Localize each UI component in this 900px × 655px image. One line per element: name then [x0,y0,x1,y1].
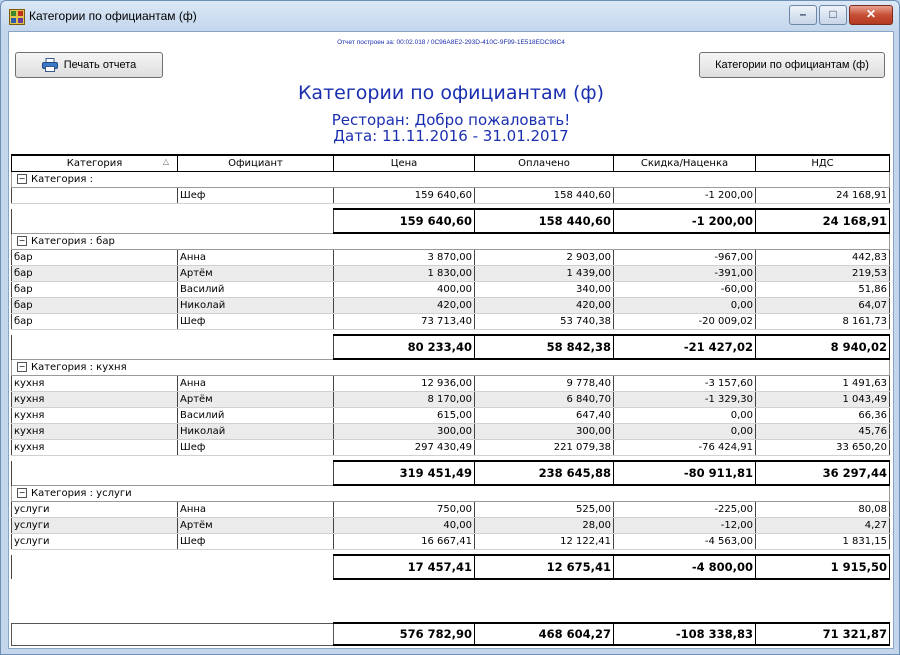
table-row[interactable] [12,408,890,424]
grand-total-row [11,622,890,646]
table-row[interactable] [12,502,890,518]
vat-cell: 442,83 [756,250,890,266]
waiter-cell: Василий [178,408,334,424]
vat-cell: 45,76 [756,424,890,440]
waiter-cell: Анна [178,250,334,266]
price-cell: 300,00 [334,424,475,440]
price-cell: 16 667,41 [334,534,475,550]
column-header-vat[interactable]: НДС [756,155,890,172]
waiter-cell: Шеф [178,314,334,330]
vat-cell: 24 168,91 [756,188,890,204]
category-cell: кухня [12,440,178,456]
category-report-label: Категории по официантам (ф) [715,59,869,71]
group-header [12,485,890,502]
paid-cell: 300,00 [475,424,614,440]
discount-cell: -391,00 [614,266,756,282]
waiter-cell: Николай [178,424,334,440]
discount-cell: -3 157,60 [614,376,756,392]
print-report-button[interactable] [15,52,163,78]
grand-total-price: 576 782,90 [334,623,475,645]
price-cell: 750,00 [334,502,475,518]
category-report-button[interactable] [699,52,885,78]
subtotal-paid-cell: 238 645,88 [475,461,614,485]
minimize-icon: – [799,7,807,21]
price-cell: 615,00 [334,408,475,424]
group-header-label: Категория : кухня [31,362,127,373]
price-cell: 400,00 [334,282,475,298]
category-cell: бар [12,298,178,314]
window-title: Категории по официантам (ф) [29,9,197,23]
price-cell: 12 936,00 [334,376,475,392]
price-cell: 3 870,00 [334,250,475,266]
vat-cell: 51,86 [756,282,890,298]
paid-cell: 6 840,70 [475,392,614,408]
discount-cell: -20 009,02 [614,314,756,330]
subtotal-discount-cell: -4 800,00 [614,555,756,579]
group-header [12,172,890,188]
group-header-row[interactable] [12,233,890,250]
collapse-icon[interactable]: − [18,488,26,497]
grand-total-spacer [12,623,334,645]
close-button[interactable] [849,5,893,25]
waiter-cell: Шеф [178,534,334,550]
discount-cell: -1 329,30 [614,392,756,408]
title-bar[interactable] [1,1,899,32]
report-area [8,31,894,649]
vat-cell: 80,08 [756,502,890,518]
subtotal-price-cell: 17 457,41 [334,555,475,579]
subtotal-spacer [12,209,334,233]
category-cell: кухня [12,424,178,440]
paid-cell: 221 079,38 [475,440,614,456]
minimize-button[interactable] [789,5,817,25]
category-cell: кухня [12,392,178,408]
paid-cell: 525,00 [475,502,614,518]
vat-cell: 64,07 [756,298,890,314]
paid-cell: 2 903,00 [475,250,614,266]
category-cell: бар [12,314,178,330]
category-cell: бар [12,282,178,298]
table-row[interactable] [12,376,890,392]
group-header-label: Категория : бар [31,236,115,247]
grid-app-icon [9,9,25,25]
subtotal-spacer [12,555,334,579]
grand-total-vat: 71 321,87 [756,623,890,645]
category-cell: бар [12,250,178,266]
subtotal-vat-cell: 1 915,50 [756,555,890,579]
table-row[interactable] [12,266,890,282]
collapse-icon[interactable]: − [18,362,26,371]
vat-cell: 219,53 [756,266,890,282]
group-subtotal-row [12,461,890,485]
vat-cell: 1 043,49 [756,392,890,408]
waiter-cell: Анна [178,502,334,518]
discount-cell: -967,00 [614,250,756,266]
table-row[interactable] [12,250,890,266]
table-row[interactable] [12,188,890,204]
print-report-label: Печать отчета [63,59,137,71]
waiter-cell: Артём [178,392,334,408]
report-table [11,154,890,580]
collapse-icon[interactable]: − [18,174,26,183]
paid-cell: 9 778,40 [475,376,614,392]
category-cell [12,188,178,204]
paid-cell: 340,00 [475,282,614,298]
group-header [12,359,890,376]
subtotal-vat-cell: 24 168,91 [756,209,890,233]
group-header [12,233,890,250]
discount-cell: 0,00 [614,408,756,424]
paid-cell: 53 740,38 [475,314,614,330]
price-cell: 40,00 [334,518,475,534]
subtotal-paid-cell: 58 842,38 [475,335,614,359]
waiter-cell: Артём [178,266,334,282]
group-header-label: Категория : [31,174,93,185]
price-cell: 73 713,40 [334,314,475,330]
group-subtotal-row [12,555,890,579]
vat-cell: 66,36 [756,408,890,424]
subtotal-vat-cell: 36 297,44 [756,461,890,485]
subtotal-discount-cell: -21 427,02 [614,335,756,359]
price-cell: 420,00 [334,298,475,314]
vat-cell: 1 831,15 [756,534,890,550]
price-cell: 1 830,00 [334,266,475,282]
subtotal-discount-cell: -80 911,81 [614,461,756,485]
waiter-cell: Николай [178,298,334,314]
group-subtotal-row [12,209,890,233]
waiter-cell: Артём [178,518,334,534]
discount-cell: 0,00 [614,424,756,440]
subtotal-paid-cell: 158 440,60 [475,209,614,233]
paid-cell: 1 439,00 [475,266,614,282]
subtotal-price-cell: 319 451,49 [334,461,475,485]
discount-cell: -12,00 [614,518,756,534]
close-icon: ✕ [865,7,877,21]
paid-cell: 158 440,60 [475,188,614,204]
group-header-row[interactable] [12,359,890,376]
group-subtotal-row [12,335,890,359]
table-row[interactable] [12,518,890,534]
discount-cell: 0,00 [614,298,756,314]
paid-cell: 420,00 [475,298,614,314]
discount-cell: -225,00 [614,502,756,518]
category-cell: кухня [12,376,178,392]
report-restaurant: Ресторан: Добро пожаловать! [331,111,571,129]
maximize-icon: □ [829,7,837,21]
vat-cell: 8 161,73 [756,314,890,330]
discount-cell: -4 563,00 [614,534,756,550]
category-cell: услуги [12,534,178,550]
group-header-label: Категория : услуги [31,488,132,499]
waiter-cell: Шеф [178,188,334,204]
category-cell: услуги [12,502,178,518]
vat-cell: 1 491,63 [756,376,890,392]
discount-cell: -76 424,91 [614,440,756,456]
collapse-icon[interactable]: − [18,236,26,245]
sort-asc-icon: △ [162,157,169,166]
paid-cell: 28,00 [475,518,614,534]
vat-cell: 33 650,20 [756,440,890,456]
table-row[interactable] [12,314,890,330]
category-cell: бар [12,266,178,282]
table-row[interactable] [12,534,890,550]
report-title: Категории по официантам (ф) [297,82,605,104]
waiter-cell: Анна [178,376,334,392]
price-cell: 8 170,00 [334,392,475,408]
grand-total-discount: -108 338,83 [614,623,756,645]
subtotal-spacer [12,461,334,485]
subtotal-spacer [12,335,334,359]
table-row[interactable] [12,298,890,314]
subtotal-discount-cell: -1 200,00 [614,209,756,233]
column-header-discount[interactable]: Скидка/Наценка [614,155,756,172]
price-cell: 297 430,49 [334,440,475,456]
report-date: Дата: 11.11.2016 - 31.01.2017 [333,127,569,145]
table-row[interactable] [12,440,890,456]
build-info: Отчет построен за: 00:02.018 / 0C96A8E2-293D-410C-9F99-1E518EDC98C4 [337,39,565,46]
subtotal-paid-cell: 12 675,41 [475,555,614,579]
column-header-category[interactable]: Категория △ [12,155,178,172]
grand-total-paid: 468 604,27 [475,623,614,645]
table-row[interactable] [12,282,890,298]
column-header-waiter[interactable]: Официант [178,155,334,172]
category-cell: услуги [12,518,178,534]
price-cell: 159 640,60 [334,188,475,204]
vat-cell: 4,27 [756,518,890,534]
subtotal-vat-cell: 8 940,02 [756,335,890,359]
table-row[interactable] [12,392,890,408]
group-header-row[interactable] [12,172,890,188]
discount-cell: -1 200,00 [614,188,756,204]
column-header-paid[interactable]: Оплачено [475,155,614,172]
group-header-row[interactable] [12,485,890,502]
subtotal-price-cell: 80 233,40 [334,335,475,359]
category-cell: кухня [12,408,178,424]
subtotal-price-cell: 159 640,60 [334,209,475,233]
maximize-button[interactable] [819,5,847,25]
discount-cell: -60,00 [614,282,756,298]
column-header-price[interactable]: Цена [334,155,475,172]
paid-cell: 647,40 [475,408,614,424]
waiter-cell: Василий [178,282,334,298]
printer-icon [42,58,58,72]
table-row[interactable] [12,424,890,440]
waiter-cell: Шеф [178,440,334,456]
paid-cell: 12 122,41 [475,534,614,550]
